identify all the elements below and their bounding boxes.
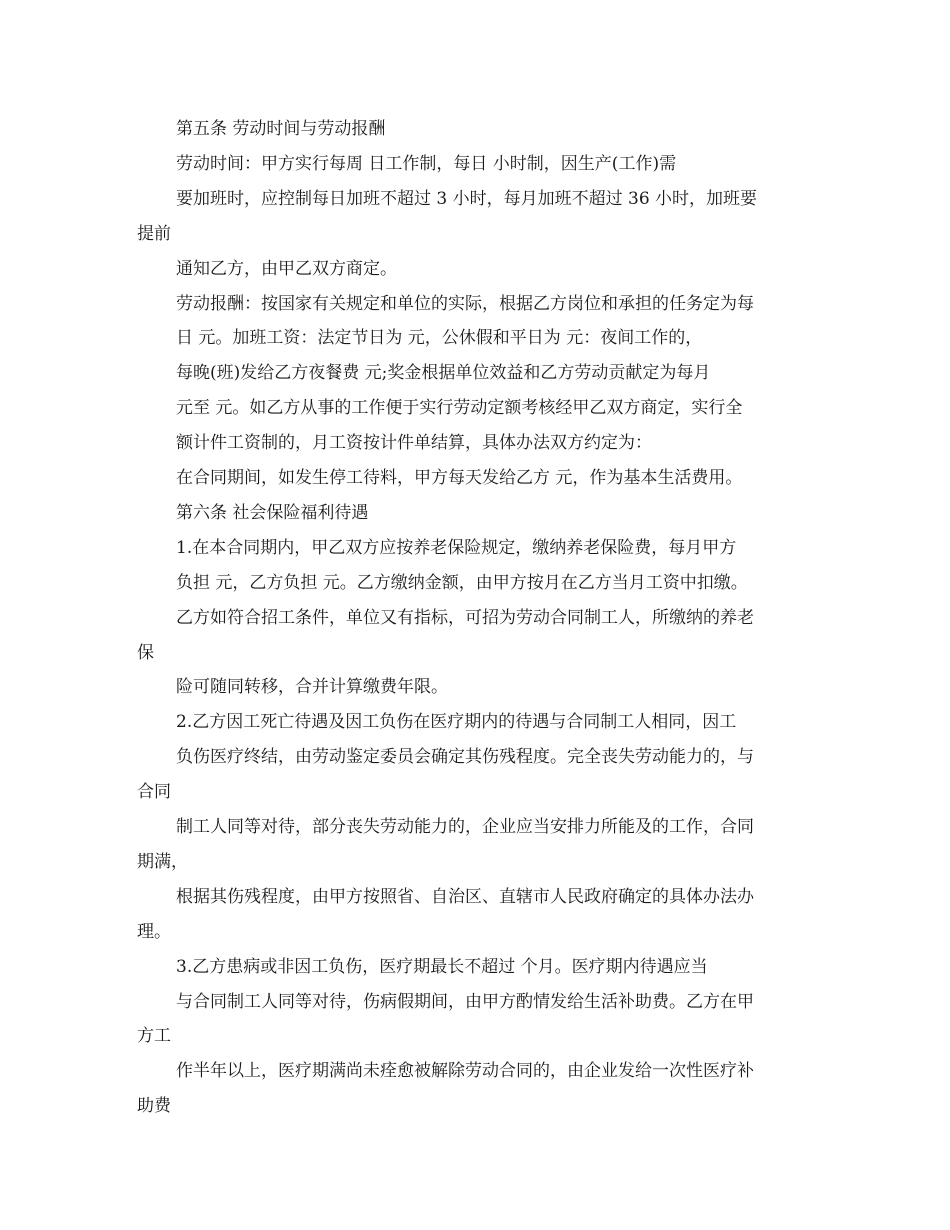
text-line: 第六条 社会保险福利待遇	[176, 502, 369, 523]
text-line: 要加班时，应控制每日加班不超过 3 小时，每月加班不超过 36 小时，加班要	[176, 188, 758, 209]
text-line: 方工	[137, 1026, 171, 1047]
text-line: 日 元。加班工资：法定节日为 元，公休假和平日为 元：夜间工作的，	[176, 328, 703, 349]
text-line: 乙方如符合招工条件，单位又有指标，可招为劳动合同制工人，所缴纳的养老	[176, 607, 754, 628]
text-line: 险可随同转移，合并计算缴费年限。	[176, 677, 448, 698]
text-line: 劳动时间：甲方实行每周 日工作制，每日 小时制，因生产(工作)需	[176, 153, 677, 174]
text-line: 1.在本合同期内，甲乙双方应按养老保险规定，缴纳养老保险费，每月甲方	[176, 537, 737, 558]
text-line: 制工人同等对待，部分丧失劳动能力的，企业应当安排力所能及的工作，合同	[176, 817, 754, 837]
text-line: 2.乙方因工死亡待遇及因工负伤在医疗期内的待遇与合同制工人相同，因工	[176, 712, 737, 733]
text-line: 作半年以上，医疗期满尚未痊愈被解除劳动合同的，由企业发给一次性医疗补	[176, 1061, 754, 1082]
text-line: 第五条 劳动时间与劳动报酬	[176, 119, 386, 139]
text-line: 根据其伤残程度，由甲方按照省、自治区、直辖市人民政府确定的具体办法办	[176, 886, 754, 907]
text-line: 助费	[137, 1096, 171, 1117]
text-line: 元至 元。如乙方从事的工作便于实行劳动定额考核经甲乙双方商定，实行全	[176, 398, 743, 419]
text-line: 合同	[137, 782, 171, 803]
text-line: 每晚(班)发给乙方夜餐费 元;奖金根据单位效益和乙方劳动贡献定为每月	[176, 363, 711, 384]
text-line: 在合同期间，如发生停工待料，甲方每天发给乙方 元，作为基本生活费用。	[176, 468, 743, 488]
text-line: 负伤医疗终结，由劳动鉴定委员会确定其伤残程度。完全丧失劳动能力的，与	[176, 747, 754, 768]
text-line: 保	[137, 642, 154, 663]
text-line: 通知乙方，由甲乙双方商定。	[176, 258, 397, 279]
text-line: 理。	[137, 921, 171, 942]
text-line: 3.乙方患病或非因工负伤，医疗期最长不超过 个月。医疗期内待遇应当	[176, 956, 708, 977]
text-line: 提前	[137, 223, 171, 244]
text-line: 额计件工资制的，月工资按计件单结算，具体办法双方约定为：	[176, 433, 652, 454]
text-line: 与合同制工人同等对待，伤病假期间，由甲方酌情发给生活补助费。乙方在甲	[176, 991, 754, 1012]
text-line: 期满，	[137, 851, 188, 872]
text-line: 负担 元，乙方负担 元。乙方缴纳金额，由甲方按月在乙方当月工资中扣缴。	[176, 572, 748, 593]
text-line: 劳动报酬：按国家有关规定和单位的实际，根据乙方岗位和承担的任务定为每	[176, 293, 754, 314]
